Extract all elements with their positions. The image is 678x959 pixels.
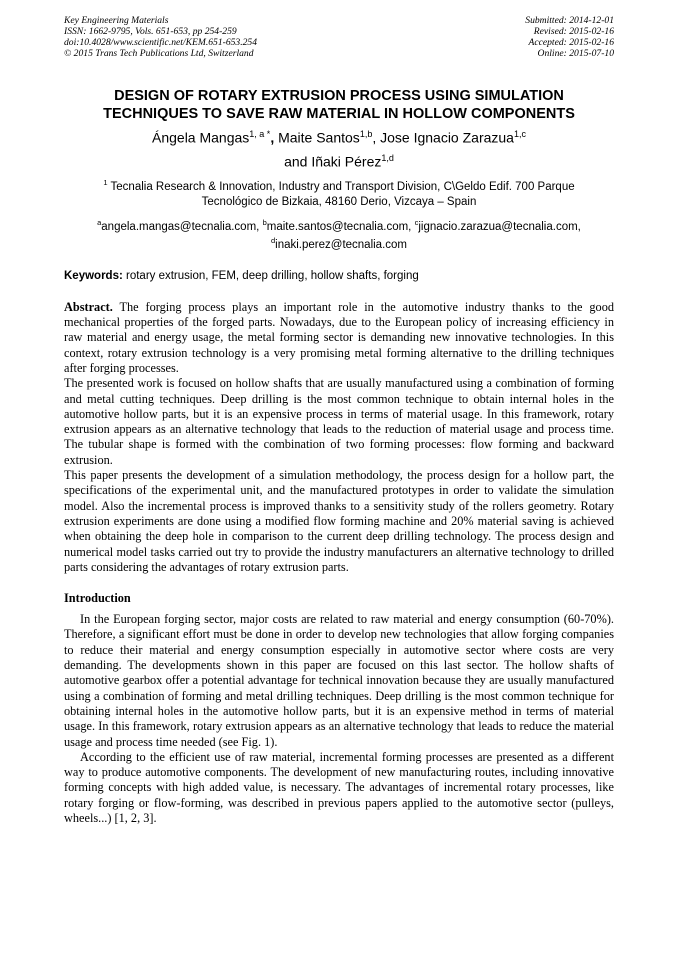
online-date: Online: 2015-07-10 [537,48,614,59]
copyright-line: © 2015 Trans Tech Publications Ltd, Switzerland [64,48,254,59]
author-1: Ángela Mangas [152,129,250,146]
page-header [64,15,614,59]
abstract-text-1: The forging process plays an important role in the automotive industry thanks to the good mechanical properties of the forged parts. Nowadays, due to the European policy of increasing efficiency in raw material and energy usage, the metal forming sector is demanding new innovative technologies. In this context, rotary extrusion technology is a very promising metal forming alternative to the drilling techniques after forging processes. [64,299,614,375]
abstract-paragraph-2: The presented work is focused on hollow shafts that are usually manufactured using a combination of forming and metal cutting techniques. Deep drilling is the most common technique to obtain internal holes in the automotive hollow parts, but it is an expensive process in terms of material usage. In this framework, rotary extrusion appears as an alternative technology that leads to the reduction of material usage and process time. The tubular shape is formed with the combination of two forming processes: flow forming and backward extrusion. [64,376,614,467]
introduction-body [64,612,614,826]
revised-date: Revised: 2015-02-16 [533,26,614,37]
submitted-date: Submitted: 2014-12-01 [525,15,614,26]
introduction-paragraph-1: In the European forging sector, major costs are related to raw material and energy consumption (60-70%). Therefore, a significant effort must be done in order to develop new technologies that allow forging companies to reduce their material and energy consumption especially in automotive sector where costs are very demanding. The developments shown in this paper are focused on this last sector. The hollow shafts of automotive gearbox offer a potential advantage for technical innovation because they are usually manufactured using a combination of forming and metal drilling techniques. Deep drilling is the most common technique for obtaining internal holes in the automotive hollow parts, but it is an expensive method in terms of material usage. In this framework, rotary extrusion appears as an alternative technology that leads to reduce the material usage and process time needed (see Fig. 1). [64,612,614,749]
issn-line: ISSN: 1662-9795, Vols. 651-653, pp 254-259 [64,26,237,37]
affiliation [64,175,614,210]
abstract-paragraph-1 [64,300,614,376]
accepted-date: Accepted: 2015-02-16 [528,37,614,48]
abstract-paragraph-3: This paper presents the development of a simulation methodology, the process design for a hollow part, the specifications of the experimental unit, and the manufactured prototypes in order to validate the simulation model. Also the incremental process is improved thanks to a sensitivity study of the rollers geometry. Rotary extrusion experiments are done using a modified flow forming machine and 20% material saving is achieved when obtaining the deep hole in comparison to the current deep drilling technology. The process design and numerical model tasks carried out try to provide the industry manufacturers an alternative technology to drilled parts considering the advantages of rotary extrusion parts. [64,468,614,574]
abstract-label: Abstract. [64,299,113,314]
author-4: and Iñaki Pérez [284,153,382,170]
author-2: Maite Santos [278,129,360,146]
dates-info [525,15,614,59]
email-b-sup: b [262,218,267,228]
email-a[interactable]: angela.mangas@tecnalia.com, [101,220,260,233]
journal-name: Key Engineering Materials [64,15,169,26]
title-line-1: DESIGN OF ROTARY EXTRUSION PROCESS USING SIMULATION [114,88,564,104]
doi-line: doi:10.4028/www.scientific.net/KEM.651-653.254 [64,37,258,48]
author-3: Jose Ignacio Zarazua [380,129,514,146]
author-2-sup: 1,b [359,129,373,139]
email-d-sup: d [270,235,276,245]
email-d[interactable]: inaki.perez@tecnalia.com [275,238,408,251]
author-3-sup: 1,c [513,129,526,139]
affiliation-text: Tecnalia Research & Innovation, Industry and Transport Division, C\Geldo Edif. 700 Parque Tecnológico de Bizkaia, 48160 Derio, Vizcaya – Spain [110,181,575,209]
authors-line-1: Ángela Mangas$^{1, a *}$, Maite Santos$^{1,b}$, Jose Ignacio Zarazua$^{1,c}$ [152,129,526,146]
author-list [64,124,614,171]
title-line-2: TECHNIQUES TO SAVE RAW MATERIAL IN HOLLOW COMPONENTS [103,106,575,122]
keywords-text: rotary extrusion, FEM, deep drilling, hollow shafts, forging [126,269,419,282]
publication-info [64,15,257,59]
email-b[interactable]: maite.santos@tecnalia.com, [266,220,412,233]
paper-title [64,87,614,123]
authors-line-2 [64,148,614,172]
introduction-heading: Introduction [64,591,131,606]
author-1-sup: 1, a * [249,129,271,139]
email-a-sup: a [97,218,102,228]
email-c-sup: c [414,218,419,228]
abstract [64,300,614,575]
email-c[interactable]: jignacio.zarazua@tecnalia.com, [418,220,581,233]
keywords-label: Keywords: [64,269,123,282]
affiliation-sup: 1 [103,178,108,188]
email-list [64,216,614,252]
author-4-sup: 1,d [381,152,394,163]
introduction-paragraph-2: According to the efficient use of raw material, incremental forming processes are presented as a different way to produce automotive components. The development of new manufacturing routes, including innovative forming concepts with high added value, is necessary. The advantages of incremental rotary processes, like rotary forging or flow-forming, was described in previous papers applied to the automotive sector (pulleys, wheels...) [1, 2, 3]. [64,749,614,825]
keywords [64,269,614,283]
